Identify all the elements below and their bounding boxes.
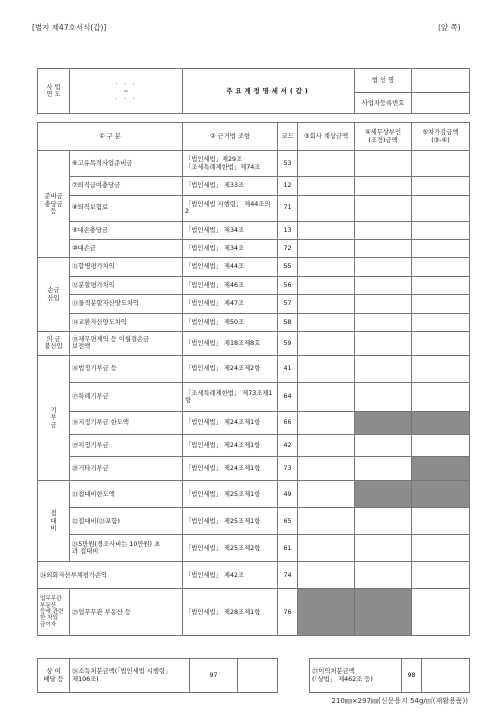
adjust-cell[interactable] bbox=[355, 221, 412, 239]
shaded-cell bbox=[298, 589, 355, 636]
income-disposal-code: 97 bbox=[190, 659, 238, 693]
adjust-cell[interactable] bbox=[355, 382, 412, 411]
profit-disposal-amount[interactable] bbox=[422, 659, 470, 693]
amount-cell[interactable] bbox=[298, 562, 355, 589]
amount-cell[interactable] bbox=[298, 258, 355, 276]
bonus-label: 상 여 배당 등 bbox=[38, 659, 70, 693]
adjust-cell[interactable] bbox=[355, 562, 412, 589]
amount-cell[interactable] bbox=[298, 457, 355, 481]
row-basis: 「법인세법」 제24조제1항 bbox=[183, 411, 278, 434]
row-basis: 「법인세법」 제24조제1항 bbox=[183, 434, 278, 457]
col-code: 코드 bbox=[278, 123, 298, 151]
year-range-dash: ~ bbox=[123, 87, 129, 95]
row-basis: 「법인세법」 제46조 bbox=[183, 276, 278, 294]
col-category: ① 구 분 bbox=[38, 123, 183, 151]
shaded-cell bbox=[355, 589, 412, 636]
col-basis: ② 근거법 조항 bbox=[183, 123, 278, 151]
row-code: 64 bbox=[278, 382, 298, 411]
row-code: 55 bbox=[278, 258, 298, 276]
group-donation: 기 부 금 bbox=[38, 355, 70, 480]
row-code: 65 bbox=[278, 508, 298, 535]
adjust-cell[interactable] bbox=[355, 258, 412, 276]
adjust-cell[interactable] bbox=[355, 276, 412, 294]
row-item: ㉓5만원(경조사비는 10만원) 초 과 접대비 bbox=[70, 535, 183, 562]
diff-cell[interactable] bbox=[412, 258, 470, 276]
shaded-cell bbox=[412, 481, 470, 508]
amount-cell[interactable] bbox=[298, 195, 355, 221]
diff-cell[interactable] bbox=[412, 434, 470, 457]
adjust-cell[interactable] bbox=[355, 508, 412, 535]
amount-cell[interactable] bbox=[298, 535, 355, 562]
corp-name-label: 법 인 명 bbox=[355, 69, 412, 93]
adjust-cell[interactable] bbox=[355, 313, 412, 331]
business-year-label: 사 업 연 도 bbox=[38, 69, 70, 114]
paper-spec-note: 210㎜×297㎜(신문용지 54g/㎡(재활용품)) bbox=[331, 697, 468, 705]
diff-cell[interactable] bbox=[412, 151, 470, 177]
reg-no-field[interactable] bbox=[412, 92, 470, 114]
group-loss: 손금 산입 bbox=[38, 258, 70, 332]
amount-cell[interactable] bbox=[298, 151, 355, 177]
adjust-cell[interactable] bbox=[355, 355, 412, 382]
year-end-dots: · · · bbox=[115, 94, 137, 103]
row-item: ⑨대손충당금 bbox=[70, 221, 183, 239]
amount-cell[interactable] bbox=[298, 434, 355, 457]
adjust-cell[interactable] bbox=[355, 295, 412, 313]
amount-cell[interactable] bbox=[298, 276, 355, 294]
adjust-cell[interactable] bbox=[355, 457, 412, 481]
row-basis: 「법인세법」 제24조제2항 bbox=[183, 355, 278, 382]
row-item: ⑰특례기부금 bbox=[70, 382, 183, 411]
diff-cell[interactable] bbox=[412, 562, 470, 589]
row-item: ⑱지정기부금 한도액 bbox=[70, 411, 183, 434]
amount-cell[interactable] bbox=[298, 331, 355, 355]
group-entertain: 접 대 비 bbox=[38, 481, 70, 562]
row-code: 61 bbox=[278, 535, 298, 562]
group-business-land: 업무무관부동산 등에 관련한 차입 금이자 bbox=[38, 589, 70, 636]
income-disposal-item: ㉖소득처분금액(「법인세법 시행령」 제106조) bbox=[70, 659, 190, 693]
diff-cell[interactable] bbox=[412, 589, 470, 636]
row-code: 66 bbox=[278, 411, 298, 434]
row-code: 41 bbox=[278, 355, 298, 382]
diff-cell[interactable] bbox=[412, 195, 470, 221]
row-code: 73 bbox=[278, 457, 298, 481]
row-code: 72 bbox=[278, 239, 298, 257]
row-item: ㉔외화자산부채평가손익 bbox=[38, 562, 183, 589]
row-item: ㉑접대비한도액 bbox=[70, 481, 183, 508]
row-basis: 「법인세법」 제25조제1항 bbox=[183, 508, 278, 535]
row-item: ⑦퇴직급여충당금 bbox=[70, 177, 183, 195]
row-code: 76 bbox=[278, 589, 298, 636]
page-side-label: (앞 쪽) bbox=[438, 23, 461, 32]
row-basis: 「법인세법」 제34조 bbox=[183, 239, 278, 257]
row-basis: 「법인세법」 제47조 bbox=[183, 295, 278, 313]
amount-cell[interactable] bbox=[298, 239, 355, 257]
diff-cell[interactable] bbox=[412, 221, 470, 239]
reg-no-label: 사업자등록번호 bbox=[355, 92, 412, 114]
spacer bbox=[278, 659, 310, 693]
bonus-dividend-table bbox=[37, 658, 470, 693]
row-basis: 「조세특례제한법」 제73조제1 항 bbox=[183, 382, 278, 411]
col-deduction: ⑤차가감금액 (③-④) bbox=[412, 123, 470, 151]
row-code: 56 bbox=[278, 276, 298, 294]
row-item: ⑥고유목적사업준비금 bbox=[70, 151, 183, 177]
row-code: 59 bbox=[278, 331, 298, 355]
profit-disposal-item: ㉗이익처분금액 (「상법」 제462조 등) bbox=[310, 659, 402, 693]
diff-cell[interactable] bbox=[412, 313, 470, 331]
row-code: 12 bbox=[278, 177, 298, 195]
amount-cell[interactable] bbox=[298, 177, 355, 195]
business-year-field[interactable] bbox=[70, 69, 183, 114]
diff-cell[interactable] bbox=[412, 535, 470, 562]
row-code: 49 bbox=[278, 481, 298, 508]
adjust-cell[interactable] bbox=[355, 239, 412, 257]
main-table bbox=[37, 68, 470, 636]
amount-cell[interactable] bbox=[298, 355, 355, 382]
col-company-amount: ③회사 계상금액 bbox=[298, 123, 355, 151]
row-item: ⑧퇴직보험료 bbox=[70, 195, 183, 221]
row-basis: 「법인세법」 제34조 bbox=[183, 221, 278, 239]
row-basis: 「법인세법」 제25조제2항 bbox=[183, 535, 278, 562]
row-item: ⑫분할평가차익 bbox=[70, 276, 183, 294]
row-code: 74 bbox=[278, 562, 298, 589]
form-number: [별지 제47호서식(갑)] bbox=[32, 23, 107, 32]
row-basis: 「법인세법」 제50조 bbox=[183, 313, 278, 331]
col-tax-adjusted: ④세무상부인 (조정)금액 bbox=[355, 123, 412, 151]
income-disposal-amount[interactable] bbox=[238, 659, 278, 693]
shaded-cell bbox=[412, 457, 470, 481]
group-exempt: 의 금 불산입 bbox=[38, 331, 70, 355]
amount-cell[interactable] bbox=[298, 481, 355, 508]
amount-cell[interactable] bbox=[298, 508, 355, 535]
row-basis: 「법인세법」 제25조제1항 bbox=[183, 481, 278, 508]
amount-cell[interactable] bbox=[298, 313, 355, 331]
row-basis: 「법인세법」 제44조 bbox=[183, 258, 278, 276]
row-code: 57 bbox=[278, 295, 298, 313]
row-basis: 「법인세법 시행령」 제44조의 2 bbox=[183, 195, 278, 221]
amount-cell[interactable] bbox=[298, 411, 355, 434]
adjust-cell[interactable] bbox=[355, 331, 412, 355]
diff-cell[interactable] bbox=[412, 177, 470, 195]
spacer bbox=[38, 114, 470, 123]
adjust-cell[interactable] bbox=[355, 177, 412, 195]
row-item: ⑬물적분할자산양도차익 bbox=[70, 295, 183, 313]
row-item: ⑳기타기부금 bbox=[70, 457, 183, 481]
account-statement-form bbox=[37, 68, 469, 636]
row-item: ⑭교환자산양도차익 bbox=[70, 313, 183, 331]
amount-cell[interactable] bbox=[298, 221, 355, 239]
adjust-cell[interactable] bbox=[355, 195, 412, 221]
row-basis: 「법인세법」제29조 「조세특례제한법」제74조 bbox=[183, 151, 278, 177]
row-item: ㉕업무무관 부동산 등 bbox=[70, 589, 183, 636]
row-basis: 「법인세법」 제33조 bbox=[183, 177, 278, 195]
row-item: ⑯법정기부금 등 bbox=[70, 355, 183, 382]
row-code: 13 bbox=[278, 221, 298, 239]
adjust-cell[interactable] bbox=[355, 535, 412, 562]
row-item: ⑮채무면제익 등 이월결손금 보전액 bbox=[70, 331, 183, 355]
group-reserve: 준비금 충당금 등 bbox=[38, 151, 70, 258]
form-title: 주요계정명세서(갑) bbox=[183, 69, 355, 114]
shaded-cell bbox=[355, 411, 412, 434]
diff-cell[interactable] bbox=[412, 295, 470, 313]
diff-cell[interactable] bbox=[412, 508, 470, 535]
profit-disposal-code: 98 bbox=[402, 659, 422, 693]
row-basis: 「법인세법」 제18조제8호 bbox=[183, 331, 278, 355]
row-item: ⑲지정기부금 bbox=[70, 434, 183, 457]
diff-cell[interactable] bbox=[412, 239, 470, 257]
row-basis: 「법인세법」 제28조제1항 bbox=[183, 589, 278, 636]
row-code: 53 bbox=[278, 151, 298, 177]
shaded-cell bbox=[355, 481, 412, 508]
diff-cell[interactable] bbox=[412, 382, 470, 411]
row-item: ⑪합병평가차익 bbox=[70, 258, 183, 276]
shaded-cell bbox=[412, 411, 470, 434]
amount-cell[interactable] bbox=[298, 295, 355, 313]
amount-cell[interactable] bbox=[298, 382, 355, 411]
diff-cell[interactable] bbox=[412, 276, 470, 294]
row-code: 71 bbox=[278, 195, 298, 221]
corp-name-field[interactable] bbox=[412, 69, 470, 93]
adjust-cell[interactable] bbox=[355, 151, 412, 177]
year-start-dots: · · · bbox=[115, 79, 137, 88]
row-basis: 「법인세법」 제24조제1항 bbox=[183, 457, 278, 481]
diff-cell[interactable] bbox=[412, 355, 470, 382]
row-basis: 「법인세법」 제42조 bbox=[183, 562, 278, 589]
row-code: 42 bbox=[278, 434, 298, 457]
row-item: ㉒접대비(㉓포함) bbox=[70, 508, 183, 535]
adjust-cell[interactable] bbox=[355, 434, 412, 457]
row-code: 58 bbox=[278, 313, 298, 331]
diff-cell[interactable] bbox=[412, 331, 470, 355]
row-item: ⑩대손금 bbox=[70, 239, 183, 257]
